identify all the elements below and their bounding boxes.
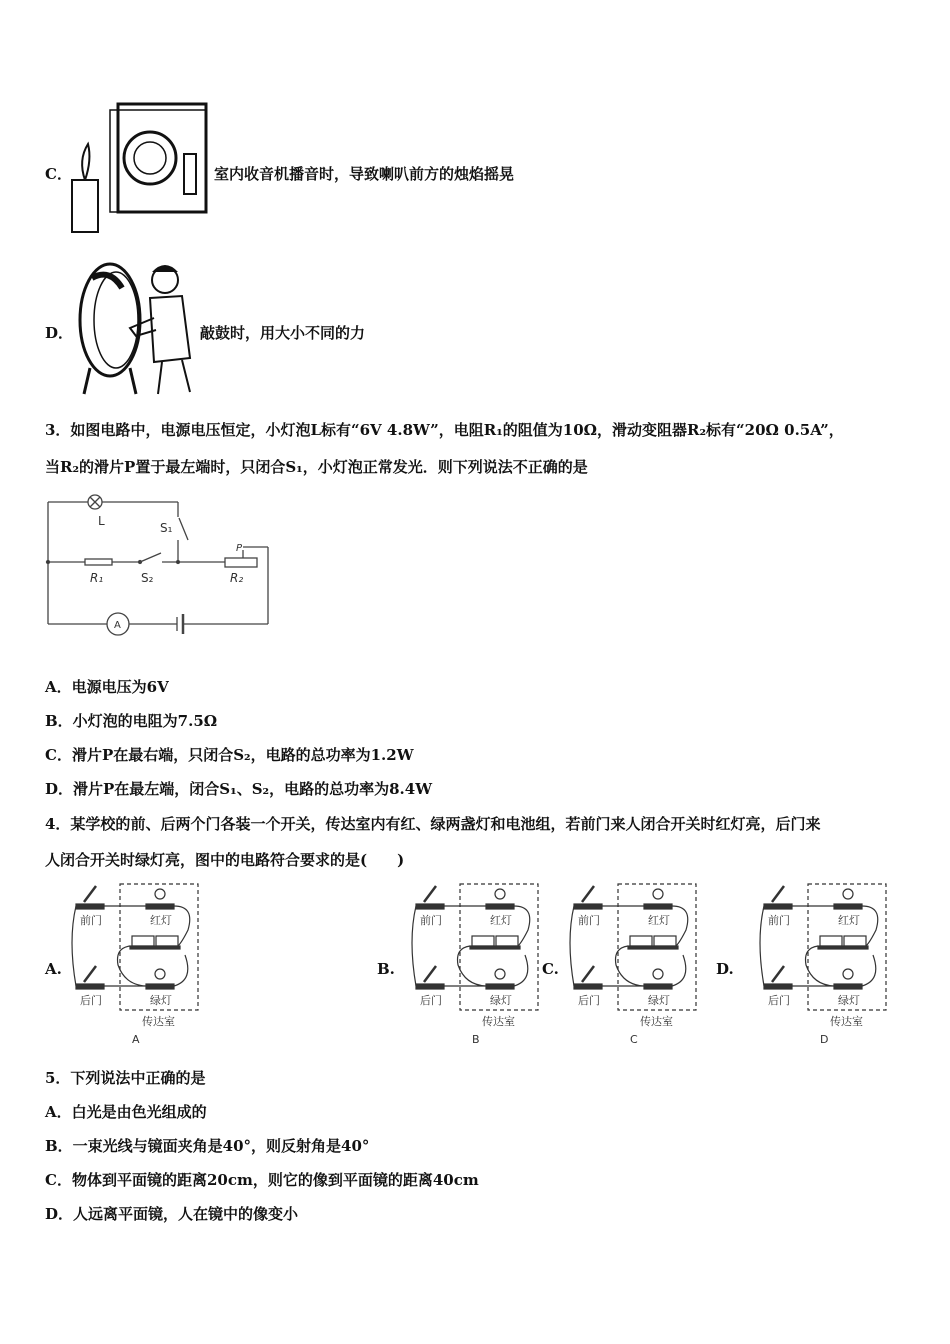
front-door-label: 前门 <box>768 914 790 927</box>
battery-icon <box>130 936 180 949</box>
front-switch-icon <box>76 886 104 909</box>
back-door-label: 后门 <box>768 994 790 1007</box>
red-lamp-label: 红灯 <box>648 914 670 927</box>
q5-option-c: C．物体到平面镜的距离20cm，则它的像到平面镜的距离40cm <box>45 1171 479 1189</box>
q5-option-b: B．一束光线与镜面夹角是40°，则反射角是40° <box>45 1137 370 1155</box>
green-lamp-icon <box>834 969 862 989</box>
lamp-label: L <box>98 514 105 528</box>
room-label: 传达室 <box>142 1015 175 1028</box>
ammeter-label: A <box>114 620 121 631</box>
q4-stem-line2: 人闭合开关时绿灯亮，图中的电路符合要求的是( ) <box>45 851 405 869</box>
radio-candle-image <box>70 100 212 235</box>
front-switch-icon <box>416 886 444 909</box>
back-switch-icon <box>574 966 602 989</box>
q4-circuit-figure <box>410 880 545 1052</box>
figure-caption: A <box>132 1033 140 1046</box>
front-switch-icon <box>574 886 602 909</box>
green-lamp-label: 绿灯 <box>150 994 172 1007</box>
q2-option-d-text: 敲鼓时，用大小不同的力 <box>200 324 366 342</box>
green-lamp-icon <box>146 969 174 989</box>
q3-circuit-diagram <box>40 490 280 640</box>
room-label: 传达室 <box>482 1015 515 1028</box>
back-switch-icon <box>76 966 104 989</box>
q4-circuit-figure <box>758 880 893 1052</box>
front-door-label: 前门 <box>578 914 600 927</box>
q2-option-c-text: 室内收音机播音时，导致喇叭前方的烛焰摇晃 <box>214 165 515 183</box>
red-lamp-icon <box>486 889 514 909</box>
front-switch-icon <box>764 886 792 909</box>
q3-stem-line2: 当R₂的滑片P置于最左端时，只闭合S₁，小灯泡正常发光．则下列说法不正确的是 <box>45 458 588 476</box>
back-switch-icon <box>416 966 444 989</box>
q5-stem: 5．下列说法中正确的是 <box>45 1069 206 1087</box>
green-lamp-icon <box>644 969 672 989</box>
q3-option-d: D．滑片P在最左端，闭合S₁、S₂，电路的总功率为8.4W <box>45 780 433 798</box>
green-lamp-label: 绿灯 <box>490 994 512 1007</box>
q3-option-b: B．小灯泡的电阻为7.5Ω <box>45 712 218 730</box>
r2-label: R₂ <box>230 571 244 585</box>
r1-label: R₁ <box>90 571 104 585</box>
back-door-label: 后门 <box>578 994 600 1007</box>
q5-option-d: D．人远离平面镜，人在镜中的像变小 <box>45 1205 299 1223</box>
q3-stem-line1: 3．如图电路中，电源电压恒定，小灯泡L标有“6V 4.8W”，电阻R₁的阻值为10Ω，滑动变阻器R₂标有“20Ω 0.5A”， <box>45 421 844 439</box>
slider-p-label: P <box>236 543 243 554</box>
q2-option-d-label: D． <box>45 324 74 342</box>
front-door-label: 前门 <box>420 914 442 927</box>
red-lamp-label: 红灯 <box>490 914 512 927</box>
back-door-label: 后门 <box>80 994 102 1007</box>
front-door-label: 前门 <box>80 914 102 927</box>
q4-circuit-figure <box>568 880 703 1052</box>
red-lamp-icon <box>834 889 862 909</box>
red-lamp-label: 红灯 <box>150 914 172 927</box>
back-switch-icon <box>764 966 792 989</box>
q4-circuit-figure <box>70 880 205 1052</box>
q4-option-label: D. <box>716 960 734 978</box>
red-lamp-icon <box>644 889 672 909</box>
red-lamp-label: 红灯 <box>838 914 860 927</box>
back-door-label: 后门 <box>420 994 442 1007</box>
s2-label: S₂ <box>141 571 154 585</box>
green-lamp-label: 绿灯 <box>838 994 860 1007</box>
figure-caption: D <box>820 1033 829 1046</box>
room-label: 传达室 <box>830 1015 863 1028</box>
q4-stem-line1: 4．某学校的前、后两个门各装一个开关，传达室内有红、绿两盏灯和电池组，若前门来人闭合开关时红灯亮，后门来 <box>45 815 821 833</box>
battery-icon <box>628 936 678 949</box>
q5-option-a: A．白光是由色光组成的 <box>45 1103 207 1121</box>
s1-label: S₁ <box>160 521 173 535</box>
q3-option-c: C．滑片P在最右端，只闭合S₂，电路的总功率为1.2W <box>45 746 414 764</box>
q2-option-c-label: C． <box>45 165 72 183</box>
figure-caption: B <box>472 1033 480 1046</box>
figure-caption: C <box>630 1033 638 1046</box>
room-label: 传达室 <box>640 1015 673 1028</box>
red-lamp-icon <box>146 889 174 909</box>
drum-player-image <box>70 258 198 396</box>
q4-option-label: A. <box>45 960 62 978</box>
battery-icon <box>818 936 868 949</box>
green-lamp-icon <box>486 969 514 989</box>
battery-icon <box>470 936 520 949</box>
green-lamp-label: 绿灯 <box>648 994 670 1007</box>
q3-option-a: A．电源电压为6V <box>45 678 169 696</box>
q4-option-label: C. <box>542 960 559 978</box>
q4-option-label: B. <box>377 960 395 978</box>
